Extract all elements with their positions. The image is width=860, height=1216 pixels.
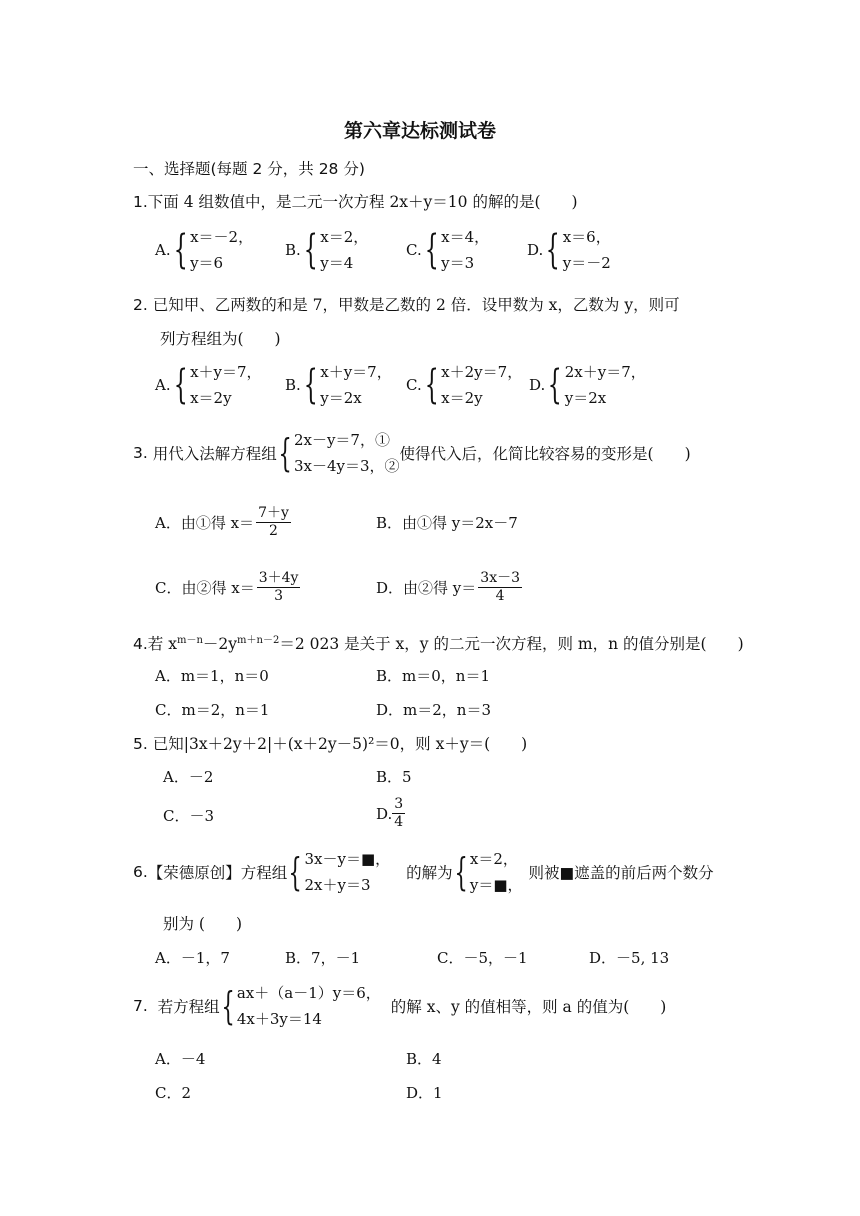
q7-option-c[interactable]: C．2 <box>155 1084 192 1102</box>
question-number: 5. <box>133 735 148 753</box>
q1-option-d[interactable]: D. { x＝6， y＝－2 <box>527 227 611 273</box>
section-heading: 一、选择题(每题 2 分，共 28 分) <box>133 160 365 178</box>
fraction: $\frac{3}{4}$ <box>394 796 404 830</box>
q4-option-c[interactable]: C．m＝2，n＝1 <box>155 701 270 719</box>
q6-option-b[interactable]: B．7，－1 <box>285 949 361 967</box>
brace-icon: { <box>278 431 292 475</box>
brace-icon: { <box>545 227 560 273</box>
question-text: 已知甲、乙两数的和是 7，甲数是乙数的 2 倍．设甲数为 x，乙数为 y，则可 <box>152 296 680 314</box>
brace-icon: { <box>454 850 468 894</box>
brace-icon: { <box>303 362 318 408</box>
brace-icon: { <box>424 227 439 273</box>
q6-option-c[interactable]: C．－5，－1 <box>437 949 528 967</box>
q7-option-b[interactable]: B．4 <box>406 1050 442 1068</box>
brace-icon: { <box>288 850 303 894</box>
q4-option-a[interactable]: A．m＝1，n＝0 <box>155 667 269 685</box>
q6-option-d[interactable]: D．－5, 13 <box>589 949 670 967</box>
question-6: 6. 【荣德原创】方程组 { 3x－y＝■， 2x＋y＝3 的解为 { x＝2， y＝■， 则被■遮盖的前后两个数分 <box>133 846 714 898</box>
question-number: 3. <box>133 444 148 462</box>
q1-option-a[interactable]: A. { x＝－2， y＝6 <box>155 227 254 273</box>
fraction: $\frac{3+4y}{3}$ <box>258 570 299 604</box>
question-1 <box>133 190 578 212</box>
q4-option-b[interactable]: B．m＝0，n＝1 <box>376 667 490 685</box>
q1-option-c[interactable]: C. { x＝4， y＝3 <box>406 227 490 273</box>
brace-icon: { <box>173 227 188 273</box>
question-text: 下面 4 组数值中，是二元一次方程 2x＋y＝10 的解的是( ) <box>147 193 578 211</box>
solution-system: { x＝2， y＝■， <box>454 850 523 894</box>
question-7: 7. 若方程组 { ax＋（a－1）y＝6， 4x＋3y＝14 的解 x、y 的值相等，则 a 的值为( ) <box>133 980 666 1032</box>
question-2 <box>133 293 680 315</box>
question-number: 2. <box>133 296 148 314</box>
fraction: $\frac{7+y}{2}$ <box>258 505 289 539</box>
question-number: 4. <box>133 635 148 654</box>
q2-option-b[interactable]: B. { x＋y＝7， y＝2x <box>285 362 392 408</box>
question-5 <box>133 732 527 754</box>
q3-option-b[interactable]: B．由①得 y＝2x－7 <box>376 514 518 532</box>
q3-option-a[interactable]: A．由①得 x＝ $\frac{7+y}{2}$ <box>155 505 289 539</box>
q5-option-a[interactable]: A．－2 <box>163 768 214 786</box>
question-text-post: 使得代入后，化简比较容易的变形是( ) <box>399 445 691 463</box>
question-number: 1. <box>133 193 148 211</box>
q3-option-c[interactable]: C．由②得 x＝ $\frac{3+4y}{3}$ <box>155 570 299 604</box>
q5-option-b[interactable]: B．5 <box>376 768 412 786</box>
q3-option-d[interactable]: D．由②得 y＝ $\frac{3x-3}{4}$ <box>376 570 520 604</box>
question-text-pre: 用代入法解方程组 <box>152 445 277 463</box>
q7-option-a[interactable]: A．－4 <box>155 1050 206 1068</box>
fraction: $\frac{3x-3}{4}$ <box>480 570 520 604</box>
page-title: 第六章达标测试卷 <box>344 120 497 142</box>
q6-option-a[interactable]: A．－1，7 <box>155 949 230 967</box>
brace-icon: { <box>547 362 562 408</box>
brace-icon: { <box>303 227 318 273</box>
brace-icon: { <box>173 362 188 408</box>
question-number: 7. <box>133 997 148 1015</box>
brace-icon: { <box>221 984 235 1028</box>
question-text: 已知|3x＋2y＋2|＋(x＋2y－5)²＝0，则 x＋y＝( ) <box>152 735 528 753</box>
equation-system: { 3x－y＝■， 2x＋y＝3 <box>288 850 391 894</box>
q4-option-d[interactable]: D．m＝2，n＝3 <box>376 701 491 719</box>
question-2-line2: 列方程组为( ) <box>160 330 281 348</box>
q5-option-d[interactable]: D. $\frac{3}{4}$ <box>376 796 404 830</box>
question-3 <box>133 427 691 479</box>
equation-system: { ax＋（a－1）y＝6， 4x＋3y＝14 <box>221 984 381 1028</box>
q2-option-c[interactable]: C. { x＋2y＝7， x＝2y <box>406 362 523 408</box>
question-4: 4.若 $x^{m-n}-2y^{m+n-2}=2$ 023 是关于 x，y 的二元一次方程，则 m，n 的值分别是( ) <box>133 635 744 654</box>
q2-option-a[interactable]: A. { x＋y＝7， x＝2y <box>155 362 262 408</box>
brace-icon: { <box>424 362 439 408</box>
q5-option-c[interactable]: C．－3 <box>163 807 215 825</box>
question-number: 6. <box>133 863 148 881</box>
q7-option-d[interactable]: D．1 <box>406 1084 443 1102</box>
equation-system: { 2x－y＝7，① 3x－4y＝3，② <box>278 431 400 475</box>
q2-option-d[interactable]: D. { 2x＋y＝7， y＝2x <box>529 362 646 408</box>
q1-option-b[interactable]: B. { x＝2， y＝4 <box>285 227 369 273</box>
question-6-line2: 别为 ( ) <box>163 915 243 933</box>
